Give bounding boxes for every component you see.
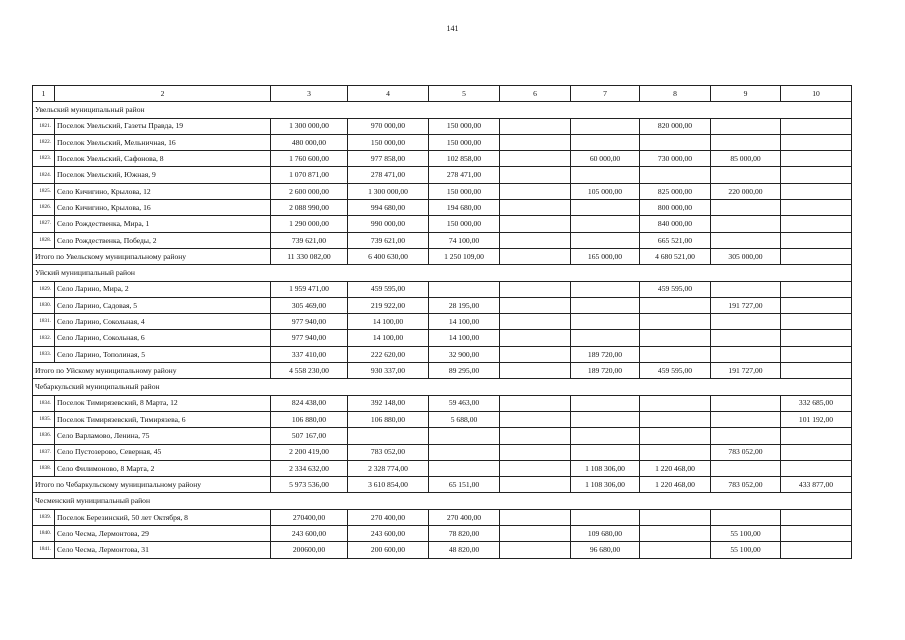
address-cell: Село Пустозерово, Северная, 45 [55,444,271,460]
address-cell: Село Чесма, Лермонтова, 31 [55,542,271,558]
amount-cell: 278 471,00 [429,167,500,183]
amount-cell: 2 088 990,00 [271,200,348,216]
amount-cell [500,526,571,542]
amount-cell [500,134,571,150]
amount-cell [781,428,852,444]
amount-cell [348,428,429,444]
total-amount-cell: 783 052,00 [711,477,781,493]
table-row [33,183,852,199]
amount-cell [781,297,852,313]
table-row [33,346,852,362]
section-row [33,102,852,118]
amount-cell: 739 621,00 [271,232,348,248]
address-cell: Поселок Тимирязевский, Тимирязева, 6 [55,411,271,427]
amount-cell: 977 940,00 [271,314,348,330]
amount-cell: 459 595,00 [348,281,429,297]
amount-cell: 222 620,00 [348,346,429,362]
amount-cell: 783 052,00 [711,444,781,460]
amount-cell [500,346,571,362]
amount-cell: 191 727,00 [711,297,781,313]
amount-cell [571,314,640,330]
address-cell: Село Ларино, Тополиная, 5 [55,346,271,362]
total-label: Итого по Увельскому муниципальному району [33,248,271,264]
header-cell: 7 [571,86,640,102]
amount-cell: 220 000,00 [711,183,781,199]
amount-cell: 1 070 871,00 [271,167,348,183]
row-number: 1824. [33,167,55,183]
amount-cell [571,167,640,183]
amount-cell: 105 000,00 [571,183,640,199]
amount-cell: 332 685,00 [781,395,852,411]
amount-cell [500,395,571,411]
amount-cell: 739 621,00 [348,232,429,248]
address-cell: Село Варламово, Ленина, 75 [55,428,271,444]
amount-cell: 270400,00 [271,509,348,525]
row-number: 1828. [33,232,55,248]
amount-cell: 392 148,00 [348,395,429,411]
amount-cell: 977 940,00 [271,330,348,346]
address-cell: Село Ларино, Садовая, 5 [55,297,271,313]
amount-cell [711,200,781,216]
amount-cell [781,444,852,460]
amount-cell: 55 100,00 [711,542,781,558]
address-cell: Поселок Увельский, Газеты Правда, 19 [55,118,271,134]
table-row [33,297,852,313]
amount-cell [711,428,781,444]
total-amount-cell: 433 877,00 [781,477,852,493]
amount-cell: 106 880,00 [348,411,429,427]
amount-cell [500,330,571,346]
amount-cell [711,330,781,346]
amount-cell [500,232,571,248]
section-title: Чесменский муниципальный район [33,493,852,509]
amount-cell [500,314,571,330]
table-row [33,460,852,476]
amount-cell [500,428,571,444]
header-cell: 6 [500,86,571,102]
amount-cell [500,281,571,297]
amount-cell [640,134,711,150]
table-row [33,330,852,346]
address-cell: Село Кичигино, Крылова, 12 [55,183,271,199]
amount-cell [500,297,571,313]
amount-cell: 1 300 000,00 [271,118,348,134]
total-amount-cell: 191 727,00 [711,363,781,379]
amount-cell [500,542,571,558]
amount-cell: 14 100,00 [348,314,429,330]
address-cell: Село Ларино, Сокольная, 6 [55,330,271,346]
amount-cell: 2 334 632,00 [271,460,348,476]
amount-cell [711,232,781,248]
amount-cell: 824 438,00 [271,395,348,411]
amount-cell [500,509,571,525]
total-amount-cell: 305 000,00 [711,248,781,264]
row-number: 1830. [33,297,55,313]
amount-cell: 2 200 419,00 [271,444,348,460]
amount-cell: 102 858,00 [429,151,500,167]
address-cell: Поселок Увельский, Сафонова, 8 [55,151,271,167]
amount-cell [781,460,852,476]
amount-cell [711,134,781,150]
amount-cell [571,395,640,411]
amount-cell [500,167,571,183]
amount-cell: 1 290 000,00 [271,216,348,232]
amount-cell [711,314,781,330]
total-amount-cell: 1 108 306,00 [571,477,640,493]
amount-cell: 32 900,00 [429,346,500,362]
section-row [33,265,852,281]
table-body [33,86,852,559]
amount-cell: 200 600,00 [348,542,429,558]
amount-cell [640,542,711,558]
amount-cell: 800 000,00 [640,200,711,216]
total-amount-cell: 3 610 854,00 [348,477,429,493]
amount-cell [781,167,852,183]
address-cell: Поселок Березинский, 50 лет Октября, 8 [55,509,271,525]
amount-cell [571,444,640,460]
data-table [32,85,852,559]
row-number: 1838. [33,460,55,476]
amount-cell [571,134,640,150]
amount-cell [711,216,781,232]
amount-cell [711,509,781,525]
amount-cell: 14 100,00 [429,330,500,346]
total-amount-cell: 4 680 521,00 [640,248,711,264]
total-amount-cell: 4 558 230,00 [271,363,348,379]
table-row [33,216,852,232]
table-row [33,200,852,216]
amount-cell [711,167,781,183]
amount-cell: 1 108 306,00 [571,460,640,476]
amount-cell: 150 000,00 [429,118,500,134]
address-cell: Село Ларино, Мира, 2 [55,281,271,297]
total-row [33,248,852,264]
amount-cell: 189 720,00 [571,346,640,362]
table-row [33,118,852,134]
amount-cell [429,460,500,476]
amount-cell: 459 595,00 [640,281,711,297]
table-row [33,232,852,248]
section-title: Увельский муниципальный район [33,102,852,118]
table-row [33,509,852,525]
amount-cell [711,346,781,362]
amount-cell: 150 000,00 [429,183,500,199]
table-row [33,428,852,444]
amount-cell [781,134,852,150]
row-number: 1834. [33,395,55,411]
amount-cell [571,509,640,525]
amount-cell [429,444,500,460]
amount-cell [781,542,852,558]
row-number: 1825. [33,183,55,199]
amount-cell [640,444,711,460]
amount-cell [640,395,711,411]
amount-cell [640,428,711,444]
amount-cell [711,411,781,427]
table-row [33,281,852,297]
amount-cell [640,411,711,427]
amount-cell: 96 680,00 [571,542,640,558]
total-amount-cell: 89 295,00 [429,363,500,379]
amount-cell: 730 000,00 [640,151,711,167]
header-row [33,86,852,102]
amount-cell: 840 000,00 [640,216,711,232]
amount-cell [781,216,852,232]
section-title: Чебаркульский муниципальный район [33,379,852,395]
total-amount-cell: 11 330 082,00 [271,248,348,264]
amount-cell [500,216,571,232]
address-cell: Поселок Увельский, Южная, 9 [55,167,271,183]
row-number: 1822. [33,134,55,150]
address-cell: Село Чесма, Лермонтова, 29 [55,526,271,542]
total-amount-cell: 5 973 536,00 [271,477,348,493]
amount-cell: 480 000,00 [271,134,348,150]
amount-cell: 150 000,00 [348,134,429,150]
amount-cell [640,167,711,183]
row-number: 1831. [33,314,55,330]
amount-cell: 243 600,00 [271,526,348,542]
row-number: 1827. [33,216,55,232]
amount-cell: 1 760 600,00 [271,151,348,167]
total-row [33,477,852,493]
amount-cell [781,183,852,199]
total-amount-cell [500,363,571,379]
amount-cell: 278 471,00 [348,167,429,183]
row-number: 1829. [33,281,55,297]
amount-cell: 106 880,00 [271,411,348,427]
amount-cell: 85 000,00 [711,151,781,167]
address-cell: Поселок Тимирязевский, 8 Марта, 12 [55,395,271,411]
amount-cell [640,526,711,542]
amount-cell: 78 820,00 [429,526,500,542]
amount-cell [781,281,852,297]
amount-cell [781,200,852,216]
amount-cell: 59 463,00 [429,395,500,411]
amount-cell [640,314,711,330]
table-row [33,314,852,330]
amount-cell [571,281,640,297]
amount-cell [571,232,640,248]
amount-cell: 305 469,00 [271,297,348,313]
amount-cell [781,330,852,346]
table-row [33,526,852,542]
amount-cell [781,509,852,525]
amount-cell [429,281,500,297]
row-number: 1835. [33,411,55,427]
amount-cell [640,297,711,313]
total-amount-cell: 165 000,00 [571,248,640,264]
amount-cell [711,395,781,411]
amount-cell: 994 680,00 [348,200,429,216]
row-number: 1832. [33,330,55,346]
amount-cell: 990 000,00 [348,216,429,232]
header-cell: 9 [711,86,781,102]
amount-cell [500,200,571,216]
amount-cell [500,118,571,134]
amount-cell [571,118,640,134]
amount-cell: 194 680,00 [429,200,500,216]
amount-cell: 665 521,00 [640,232,711,248]
amount-cell [781,346,852,362]
address-cell: Село Кичигино, Крылова, 16 [55,200,271,216]
row-number: 1821. [33,118,55,134]
total-amount-cell [500,477,571,493]
amount-cell: 74 100,00 [429,232,500,248]
amount-cell [640,509,711,525]
amount-cell: 820 000,00 [640,118,711,134]
total-label: Итого по Уйскому муниципальному району [33,363,271,379]
amount-cell [781,118,852,134]
amount-cell: 109 680,00 [571,526,640,542]
amount-cell: 219 922,00 [348,297,429,313]
amount-cell: 1 300 000,00 [348,183,429,199]
total-label: Итого по Чебаркульскому муниципальному району [33,477,271,493]
table-row [33,167,852,183]
header-cell: 10 [781,86,852,102]
total-row [33,363,852,379]
amount-cell [571,428,640,444]
table-row [33,395,852,411]
amount-cell: 150 000,00 [429,216,500,232]
amount-cell [571,200,640,216]
header-cell: 8 [640,86,711,102]
amount-cell: 1 220 468,00 [640,460,711,476]
amount-cell: 200600,00 [271,542,348,558]
amount-cell: 150 000,00 [429,134,500,150]
amount-cell: 337 410,00 [271,346,348,362]
address-cell: Село Рождественка, Мира, 1 [55,216,271,232]
amount-cell: 28 195,00 [429,297,500,313]
amount-cell [571,330,640,346]
amount-cell: 270 400,00 [348,509,429,525]
amount-cell [571,411,640,427]
section-title: Уйский муниципальный район [33,265,852,281]
amount-cell [571,216,640,232]
header-cell: 1 [33,86,55,102]
amount-cell [500,411,571,427]
amount-cell [711,460,781,476]
amount-cell: 48 820,00 [429,542,500,558]
amount-cell [640,330,711,346]
table-row [33,444,852,460]
table-row [33,134,852,150]
amount-cell [711,118,781,134]
row-number: 1823. [33,151,55,167]
amount-cell: 5 688,00 [429,411,500,427]
row-number: 1826. [33,200,55,216]
address-cell: Поселок Увельский, Мельничная, 16 [55,134,271,150]
amount-cell: 270 400,00 [429,509,500,525]
address-cell: Село Рождественка, Победы, 2 [55,232,271,248]
total-amount-cell: 65 151,00 [429,477,500,493]
amount-cell [781,232,852,248]
amount-cell [500,460,571,476]
total-amount-cell [781,248,852,264]
amount-cell [429,428,500,444]
address-cell: Село Филимоново, 8 Марта, 2 [55,460,271,476]
address-cell: Село Ларино, Сокольная, 4 [55,314,271,330]
amount-cell [781,314,852,330]
amount-cell [711,281,781,297]
amount-cell [500,444,571,460]
amount-cell: 825 000,00 [640,183,711,199]
row-number: 1837. [33,444,55,460]
amount-cell: 243 600,00 [348,526,429,542]
table-row [33,411,852,427]
amount-cell: 2 328 774,00 [348,460,429,476]
page-number: 141 [446,24,459,33]
section-row [33,493,852,509]
amount-cell: 1 959 471,00 [271,281,348,297]
amount-cell: 783 052,00 [348,444,429,460]
amount-cell [781,526,852,542]
amount-cell: 101 192,00 [781,411,852,427]
amount-cell: 60 000,00 [571,151,640,167]
amount-cell: 2 600 000,00 [271,183,348,199]
amount-cell: 14 100,00 [429,314,500,330]
header-cell: 3 [271,86,348,102]
amount-cell [500,183,571,199]
header-cell: 2 [55,86,271,102]
total-amount-cell: 1 220 468,00 [640,477,711,493]
amount-cell [640,346,711,362]
header-cell: 4 [348,86,429,102]
row-number: 1839. [33,509,55,525]
amount-cell [571,297,640,313]
total-amount-cell: 459 595,00 [640,363,711,379]
total-amount-cell: 6 400 630,00 [348,248,429,264]
total-amount-cell: 1 250 109,00 [429,248,500,264]
amount-cell: 14 100,00 [348,330,429,346]
amount-cell: 55 100,00 [711,526,781,542]
row-number: 1840. [33,526,55,542]
amount-cell: 507 167,00 [271,428,348,444]
total-amount-cell: 189 720,00 [571,363,640,379]
table-row [33,542,852,558]
amount-cell: 970 000,00 [348,118,429,134]
total-amount-cell: 930 337,00 [348,363,429,379]
amount-cell [781,151,852,167]
amount-cell [500,151,571,167]
row-number: 1836. [33,428,55,444]
total-amount-cell [781,363,852,379]
amount-cell: 977 858,00 [348,151,429,167]
section-row [33,379,852,395]
row-number: 1833. [33,346,55,362]
total-amount-cell [500,248,571,264]
table-row [33,151,852,167]
header-cell: 5 [429,86,500,102]
row-number: 1841. [33,542,55,558]
